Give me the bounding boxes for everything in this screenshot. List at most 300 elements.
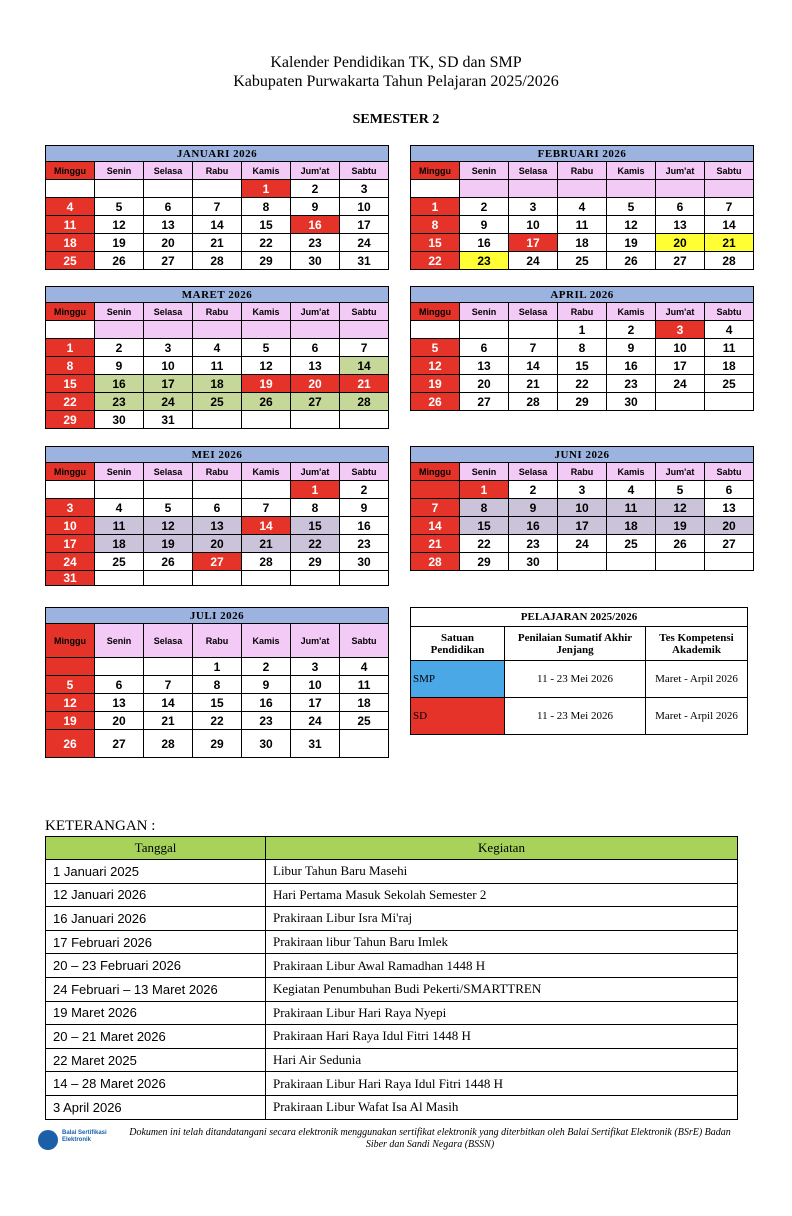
calendar-day: 17 bbox=[558, 517, 607, 535]
keterangan-row bbox=[46, 1001, 738, 1025]
bsre-logo-icon bbox=[38, 1130, 58, 1150]
keterangan-kegiatan: Prakiraan Libur Isra Mi'raj bbox=[266, 907, 738, 931]
calendar-day bbox=[656, 393, 705, 411]
calendar-day: 13 bbox=[656, 216, 705, 234]
calendar-day: 5 bbox=[242, 339, 291, 357]
calendar-day: 15 bbox=[411, 234, 460, 252]
calendar-day bbox=[242, 571, 291, 586]
calendar-day: 9 bbox=[95, 357, 144, 375]
calendar-day: 10 bbox=[656, 339, 705, 357]
calendar-day: 13 bbox=[144, 216, 193, 234]
calendar-day: 9 bbox=[340, 499, 389, 517]
calendar-day bbox=[46, 481, 95, 499]
day-name: Sabtu bbox=[340, 624, 389, 658]
calendar-day: 7 bbox=[193, 198, 242, 216]
day-name: Jum'at bbox=[291, 303, 340, 321]
calendar-day: 8 bbox=[291, 499, 340, 517]
calendar-day: 30 bbox=[242, 730, 291, 758]
calendar-day: 27 bbox=[144, 252, 193, 270]
calendar-day: 13 bbox=[705, 499, 754, 517]
calendar-day bbox=[411, 481, 460, 499]
calendar-day: 27 bbox=[95, 730, 144, 758]
month-title: JULI 2026 bbox=[46, 608, 389, 624]
calendar-day: 14 bbox=[144, 694, 193, 712]
month-title: APRIL 2026 bbox=[411, 287, 754, 303]
day-name: Kamis bbox=[607, 463, 656, 481]
calendar-day: 21 bbox=[705, 234, 754, 252]
day-name: Rabu bbox=[193, 624, 242, 658]
calendar-day: 11 bbox=[340, 676, 389, 694]
calendar-day: 16 bbox=[340, 517, 389, 535]
keterangan-kegiatan: Kegiatan Penumbuhan Budi Pekerti/SMARTTREN bbox=[266, 977, 738, 1001]
calendar-day bbox=[193, 411, 242, 429]
calendar-day: 20 bbox=[460, 375, 509, 393]
month-title: JUNI 2026 bbox=[411, 447, 754, 463]
calendar-day bbox=[460, 180, 509, 198]
calendar-day: 3 bbox=[46, 499, 95, 517]
calendar-day bbox=[656, 553, 705, 571]
calendar-day: 3 bbox=[656, 321, 705, 339]
calendar-day bbox=[193, 481, 242, 499]
day-name: Rabu bbox=[558, 162, 607, 180]
day-name: Rabu bbox=[193, 303, 242, 321]
calendar-day bbox=[144, 180, 193, 198]
calendar-day: 19 bbox=[46, 712, 95, 730]
calendar-day: 25 bbox=[193, 393, 242, 411]
calendar-day: 27 bbox=[656, 252, 705, 270]
calendar-day: 1 bbox=[460, 481, 509, 499]
calendar-day bbox=[340, 571, 389, 586]
calendar-day: 2 bbox=[242, 658, 291, 676]
calendar-day: 10 bbox=[340, 198, 389, 216]
calendar-day: 20 bbox=[95, 712, 144, 730]
calendar-day: 28 bbox=[242, 553, 291, 571]
calendar-day: 30 bbox=[509, 553, 558, 571]
day-name: Minggu bbox=[46, 303, 95, 321]
calendar-day bbox=[46, 658, 95, 676]
day-name: Senin bbox=[95, 162, 144, 180]
calendar-day: 9 bbox=[291, 198, 340, 216]
calendar-day: 6 bbox=[705, 481, 754, 499]
calendar-day: 29 bbox=[46, 411, 95, 429]
calendar-day: 23 bbox=[95, 393, 144, 411]
calendar-day: 26 bbox=[656, 535, 705, 553]
calendar-day bbox=[558, 180, 607, 198]
calendar-day: 18 bbox=[95, 535, 144, 553]
calendar-day: 6 bbox=[460, 339, 509, 357]
calendar-day: 7 bbox=[340, 339, 389, 357]
day-name: Senin bbox=[460, 303, 509, 321]
calendar-day: 23 bbox=[242, 712, 291, 730]
keterangan-kegiatan: Prakiraan Hari Raya Idul Fitri 1448 H bbox=[266, 1025, 738, 1049]
calendar-day: 24 bbox=[144, 393, 193, 411]
calendar-day bbox=[95, 321, 144, 339]
calendar-day: 15 bbox=[460, 517, 509, 535]
calendar-day: 30 bbox=[95, 411, 144, 429]
keterangan-tanggal: 22 Maret 2025 bbox=[46, 1048, 266, 1072]
calendar-day: 26 bbox=[607, 252, 656, 270]
day-name: Rabu bbox=[193, 463, 242, 481]
calendar-day bbox=[193, 321, 242, 339]
calendar-day: 8 bbox=[411, 216, 460, 234]
calendar-day: 11 bbox=[607, 499, 656, 517]
calendar-day: 4 bbox=[95, 499, 144, 517]
calendar-day: 19 bbox=[411, 375, 460, 393]
calendar-month bbox=[410, 286, 754, 411]
calendar-day: 17 bbox=[656, 357, 705, 375]
pelajaran-tka-smp: Maret - Arpil 2026 bbox=[646, 661, 748, 698]
calendar-day: 26 bbox=[46, 730, 95, 758]
calendar-day: 13 bbox=[460, 357, 509, 375]
calendar-day: 12 bbox=[411, 357, 460, 375]
day-name: Jum'at bbox=[291, 624, 340, 658]
keterangan-tanggal: 16 Januari 2026 bbox=[46, 907, 266, 931]
calendar-day bbox=[411, 180, 460, 198]
pelajaran-header-psaj: Penilaian Sumatif Akhir Jenjang bbox=[505, 627, 646, 661]
calendar-day bbox=[291, 411, 340, 429]
day-name: Senin bbox=[95, 624, 144, 658]
calendar-day: 17 bbox=[509, 234, 558, 252]
calendar-day: 11 bbox=[705, 339, 754, 357]
calendar-day: 24 bbox=[46, 553, 95, 571]
calendar-day: 12 bbox=[656, 499, 705, 517]
day-name: Kamis bbox=[242, 624, 291, 658]
bsre-logo-text: Balai Sertifikasi Elektronik bbox=[62, 1130, 107, 1143]
calendar-day: 2 bbox=[607, 321, 656, 339]
calendar-day: 21 bbox=[193, 234, 242, 252]
calendar-day: 7 bbox=[144, 676, 193, 694]
calendar-day: 3 bbox=[144, 339, 193, 357]
calendar-day: 26 bbox=[411, 393, 460, 411]
calendar-day bbox=[340, 411, 389, 429]
doc-title-line2: Kabupaten Purwakarta Tahun Pelajaran 2025/2026 bbox=[233, 73, 559, 90]
month-title: MEI 2026 bbox=[46, 447, 389, 463]
calendar-day: 4 bbox=[558, 198, 607, 216]
calendar-day: 11 bbox=[95, 517, 144, 535]
keterangan-header-tanggal: Tanggal bbox=[46, 837, 266, 860]
calendar-day: 16 bbox=[460, 234, 509, 252]
day-name: Selasa bbox=[509, 162, 558, 180]
calendar-day: 4 bbox=[705, 321, 754, 339]
day-name: Kamis bbox=[607, 162, 656, 180]
day-name: Jum'at bbox=[291, 162, 340, 180]
calendar-day bbox=[340, 730, 389, 758]
calendar-day: 2 bbox=[291, 180, 340, 198]
calendar-day: 14 bbox=[193, 216, 242, 234]
calendar-day: 18 bbox=[340, 694, 389, 712]
keterangan-row bbox=[46, 1095, 738, 1119]
calendar-day: 28 bbox=[509, 393, 558, 411]
keterangan-row bbox=[46, 860, 738, 884]
calendar-day: 16 bbox=[509, 517, 558, 535]
calendar-day: 11 bbox=[558, 216, 607, 234]
calendar-day: 12 bbox=[242, 357, 291, 375]
calendar-day bbox=[144, 658, 193, 676]
calendar-day: 26 bbox=[242, 393, 291, 411]
keterangan-kegiatan: Libur Tahun Baru Masehi bbox=[266, 860, 738, 884]
calendar-day: 3 bbox=[509, 198, 558, 216]
calendar-day: 22 bbox=[193, 712, 242, 730]
calendar-day: 26 bbox=[95, 252, 144, 270]
calendar-day: 20 bbox=[144, 234, 193, 252]
calendar-day: 4 bbox=[607, 481, 656, 499]
calendar-day bbox=[291, 321, 340, 339]
calendar-day: 20 bbox=[656, 234, 705, 252]
calendar-day: 5 bbox=[46, 676, 95, 694]
calendar-day: 9 bbox=[460, 216, 509, 234]
calendar-day: 21 bbox=[509, 375, 558, 393]
calendar-day: 26 bbox=[144, 553, 193, 571]
month-title: MARET 2026 bbox=[46, 287, 389, 303]
calendar-day: 25 bbox=[705, 375, 754, 393]
pelajaran-unit-smp: SMP bbox=[411, 661, 505, 698]
keterangan-header-kegiatan: Kegiatan bbox=[266, 837, 738, 860]
calendar-day: 21 bbox=[340, 375, 389, 393]
calendar-day: 20 bbox=[705, 517, 754, 535]
day-name: Selasa bbox=[144, 463, 193, 481]
calendar-day: 1 bbox=[291, 481, 340, 499]
calendar-day: 2 bbox=[95, 339, 144, 357]
calendar-day: 10 bbox=[46, 517, 95, 535]
calendar-day bbox=[193, 180, 242, 198]
calendar-day bbox=[95, 571, 144, 586]
keterangan-kegiatan: Prakiraan Libur Wafat Isa Al Masih bbox=[266, 1095, 738, 1119]
calendar-day: 17 bbox=[340, 216, 389, 234]
calendar-day: 12 bbox=[607, 216, 656, 234]
calendar-month bbox=[45, 607, 389, 758]
day-name: Rabu bbox=[558, 463, 607, 481]
calendar-day: 8 bbox=[46, 357, 95, 375]
calendar-day: 1 bbox=[558, 321, 607, 339]
calendar-day bbox=[705, 553, 754, 571]
calendar-day: 22 bbox=[242, 234, 291, 252]
calendar-day: 29 bbox=[291, 553, 340, 571]
calendar-month bbox=[45, 286, 389, 429]
calendar-day: 1 bbox=[46, 339, 95, 357]
keterangan-tanggal: 3 April 2026 bbox=[46, 1095, 266, 1119]
calendar-day: 4 bbox=[46, 198, 95, 216]
keterangan-label: KETERANGAN : bbox=[45, 818, 156, 834]
calendar-day bbox=[340, 321, 389, 339]
day-name: Rabu bbox=[193, 162, 242, 180]
calendar-day bbox=[46, 180, 95, 198]
calendar-day: 3 bbox=[558, 481, 607, 499]
calendar-month bbox=[410, 446, 754, 571]
calendar-day: 27 bbox=[291, 393, 340, 411]
calendar-day: 14 bbox=[705, 216, 754, 234]
calendar-day: 19 bbox=[656, 517, 705, 535]
calendar-day: 7 bbox=[242, 499, 291, 517]
calendar-day: 19 bbox=[242, 375, 291, 393]
day-name: Kamis bbox=[242, 162, 291, 180]
calendar-day: 1 bbox=[242, 180, 291, 198]
calendar-day: 20 bbox=[291, 375, 340, 393]
keterangan-tanggal: 12 Januari 2026 bbox=[46, 883, 266, 907]
calendar-day: 19 bbox=[607, 234, 656, 252]
calendar-day: 14 bbox=[411, 517, 460, 535]
calendar-day: 24 bbox=[656, 375, 705, 393]
keterangan-tanggal: 24 Februari – 13 Maret 2026 bbox=[46, 977, 266, 1001]
calendar-day: 22 bbox=[411, 252, 460, 270]
day-name: Sabtu bbox=[705, 303, 754, 321]
day-name: Selasa bbox=[144, 303, 193, 321]
calendar-day: 8 bbox=[193, 676, 242, 694]
day-name: Minggu bbox=[46, 624, 95, 658]
calendar-day: 19 bbox=[144, 535, 193, 553]
pelajaran-table bbox=[410, 607, 748, 735]
keterangan-tanggal: 17 Februari 2026 bbox=[46, 930, 266, 954]
day-name: Selasa bbox=[144, 162, 193, 180]
calendar-day: 10 bbox=[291, 676, 340, 694]
keterangan-tanggal: 14 – 28 Maret 2026 bbox=[46, 1072, 266, 1096]
calendar-day bbox=[144, 571, 193, 586]
calendar-day: 6 bbox=[656, 198, 705, 216]
calendar-day bbox=[144, 321, 193, 339]
calendar-day: 24 bbox=[340, 234, 389, 252]
day-name: Jum'at bbox=[291, 463, 340, 481]
calendar-day bbox=[291, 571, 340, 586]
calendar-day: 9 bbox=[607, 339, 656, 357]
calendar-day: 31 bbox=[46, 571, 95, 586]
calendar-day: 23 bbox=[509, 535, 558, 553]
calendar-day: 27 bbox=[460, 393, 509, 411]
calendar-day: 28 bbox=[705, 252, 754, 270]
keterangan-row bbox=[46, 1072, 738, 1096]
calendar-day: 22 bbox=[46, 393, 95, 411]
calendar-day: 14 bbox=[509, 357, 558, 375]
calendar-day: 16 bbox=[291, 216, 340, 234]
calendar-day: 3 bbox=[291, 658, 340, 676]
day-name: Jum'at bbox=[656, 303, 705, 321]
bsre-logo bbox=[38, 1128, 108, 1152]
keterangan-tanggal: 19 Maret 2026 bbox=[46, 1001, 266, 1025]
calendar-day: 7 bbox=[509, 339, 558, 357]
calendar-day: 5 bbox=[411, 339, 460, 357]
calendar-day: 6 bbox=[144, 198, 193, 216]
day-name: Minggu bbox=[46, 463, 95, 481]
calendar-day: 11 bbox=[46, 216, 95, 234]
calendar-day: 1 bbox=[411, 198, 460, 216]
calendar-day: 22 bbox=[460, 535, 509, 553]
keterangan-tanggal: 1 Januari 2025 bbox=[46, 860, 266, 884]
calendar-day bbox=[95, 481, 144, 499]
calendar-day: 24 bbox=[509, 252, 558, 270]
calendar-day bbox=[242, 321, 291, 339]
calendar-day bbox=[509, 321, 558, 339]
calendar-day: 23 bbox=[607, 375, 656, 393]
calendar-day: 5 bbox=[607, 198, 656, 216]
calendar-day: 27 bbox=[193, 553, 242, 571]
keterangan-kegiatan: Prakiraan Libur Hari Raya Idul Fitri 1448 H bbox=[266, 1072, 738, 1096]
calendar-day: 12 bbox=[95, 216, 144, 234]
calendar-day: 23 bbox=[340, 535, 389, 553]
day-name: Rabu bbox=[558, 303, 607, 321]
calendar-day: 5 bbox=[95, 198, 144, 216]
calendar-day: 27 bbox=[705, 535, 754, 553]
calendar-day: 6 bbox=[291, 339, 340, 357]
day-name: Selasa bbox=[509, 463, 558, 481]
pelajaran-header-unit: Satuan Pendidikan bbox=[411, 627, 505, 661]
day-name: Kamis bbox=[242, 303, 291, 321]
calendar-day bbox=[95, 658, 144, 676]
calendar-day: 2 bbox=[460, 198, 509, 216]
day-name: Senin bbox=[95, 463, 144, 481]
calendar-day: 6 bbox=[193, 499, 242, 517]
calendar-day: 14 bbox=[242, 517, 291, 535]
keterangan-kegiatan: Hari Pertama Masuk Sekolah Semester 2 bbox=[266, 883, 738, 907]
calendar-day: 28 bbox=[411, 553, 460, 571]
calendar-day bbox=[607, 553, 656, 571]
calendar-day: 4 bbox=[193, 339, 242, 357]
calendar-day: 30 bbox=[340, 553, 389, 571]
calendar-day: 17 bbox=[144, 375, 193, 393]
day-name: Minggu bbox=[411, 303, 460, 321]
calendar-day: 20 bbox=[193, 535, 242, 553]
calendar-day: 9 bbox=[509, 499, 558, 517]
calendar-day bbox=[242, 481, 291, 499]
pelajaran-title: PELAJARAN 2025/2026 bbox=[411, 608, 748, 627]
calendar-day: 8 bbox=[558, 339, 607, 357]
month-title: FEBRUARI 2026 bbox=[411, 146, 754, 162]
calendar-day: 3 bbox=[340, 180, 389, 198]
footer-note: Dokumen ini telah ditandatangani secara elektronik menggunakan sertifikat elektronik yang diterbitkan oleh Balai Sertifikat Elektronik (BSrE) Badan Siber dan Sandi Negara (BSSN) bbox=[129, 1127, 731, 1150]
pelajaran-psaj-sd: 11 - 23 Mei 2026 bbox=[505, 698, 646, 735]
calendar-day: 12 bbox=[46, 694, 95, 712]
calendar-day: 2 bbox=[509, 481, 558, 499]
calendar-day: 25 bbox=[95, 553, 144, 571]
calendar-day: 16 bbox=[95, 375, 144, 393]
calendar-day: 31 bbox=[144, 411, 193, 429]
pelajaran-header-tka: Tes Kompetensi Akademik bbox=[646, 627, 748, 661]
calendar-day bbox=[656, 180, 705, 198]
day-name: Minggu bbox=[411, 463, 460, 481]
calendar-day: 4 bbox=[340, 658, 389, 676]
calendar-day: 22 bbox=[558, 375, 607, 393]
keterangan-row bbox=[46, 1048, 738, 1072]
calendar-day: 21 bbox=[242, 535, 291, 553]
calendar-day bbox=[705, 180, 754, 198]
day-name: Minggu bbox=[411, 162, 460, 180]
semester-label: SEMESTER 2 bbox=[352, 112, 440, 127]
calendar-day: 17 bbox=[46, 535, 95, 553]
calendar-day: 18 bbox=[558, 234, 607, 252]
calendar-day: 18 bbox=[607, 517, 656, 535]
day-name: Selasa bbox=[509, 303, 558, 321]
calendar-day: 2 bbox=[340, 481, 389, 499]
calendar-day bbox=[460, 321, 509, 339]
calendar-day: 25 bbox=[558, 252, 607, 270]
calendar-day: 17 bbox=[291, 694, 340, 712]
calendar-day: 25 bbox=[340, 712, 389, 730]
day-name: Sabtu bbox=[340, 162, 389, 180]
calendar-day: 23 bbox=[460, 252, 509, 270]
calendar-day: 10 bbox=[509, 216, 558, 234]
calendar-day: 6 bbox=[95, 676, 144, 694]
calendar-day: 29 bbox=[558, 393, 607, 411]
calendar-day bbox=[705, 393, 754, 411]
calendar-day: 11 bbox=[193, 357, 242, 375]
pelajaran-unit-sd: SD bbox=[411, 698, 505, 735]
calendar-day: 5 bbox=[656, 481, 705, 499]
calendar-day bbox=[144, 481, 193, 499]
calendar-day: 24 bbox=[291, 712, 340, 730]
calendar-day: 15 bbox=[558, 357, 607, 375]
doc-title-line1: Kalender Pendidikan TK, SD dan SMP bbox=[270, 54, 522, 71]
calendar-day: 31 bbox=[291, 730, 340, 758]
day-name: Kamis bbox=[607, 303, 656, 321]
calendar-day: 13 bbox=[95, 694, 144, 712]
calendar-day bbox=[193, 571, 242, 586]
